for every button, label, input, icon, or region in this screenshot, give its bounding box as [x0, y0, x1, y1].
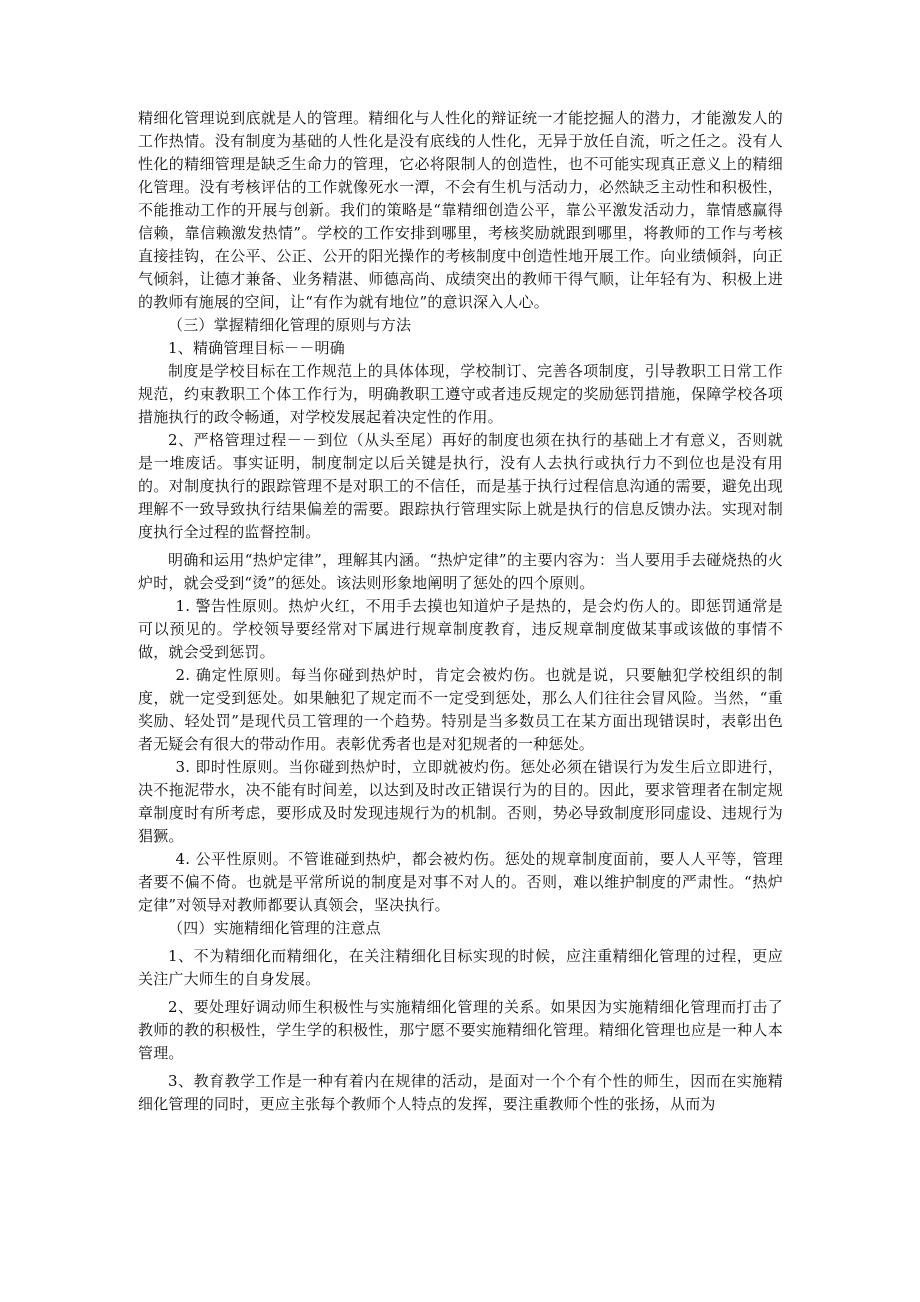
- point-1-text: 制度是学校目标在工作规范上的具体体现，学校制订、完善各项制度，引导教职工日常工作规范，约束教职工个体工作行为，明确教职工遵守或者违反规定的奖励惩罚措施，保障学校各项措施执行的政令畅通，对学校发展起着决定性的作用。: [138, 362, 783, 426]
- note-2: 2、要处理好调动师生积极性与实施精细化管理的关系。如果因为实施精细化管理而打击了教师的教的积极性，学生学的积极性，那宁愿不要实施精细化管理。精细化管理也应是一种人本管理。: [138, 998, 783, 1062]
- note-1: 1、不为精细化而精细化，在关注精细化目标实现的时候，应注重精细化管理的过程，更应关注广大师生的自身发展。: [138, 947, 783, 988]
- principle-1: 1. 警告性原则。热炉火红，不用手去摸也知道炉子是热的，是会灼伤人的。即惩罚通常是可以预见的。学校领导要经常对下属进行规章制度教育，违反规章制度做某事或该做的事情不做，就会受到惩罚。: [138, 597, 783, 661]
- intro-paragraph: 精细化管理说到底就是人的管理。精细化与人性化的辩证统一才能挖掘人的潜力，才能激发人的工作热情。没有制度为基础的人性化是没有底线的人性化，无异于放任自流，听之任之。没有人性化的精细管理是缺乏生命力的管理，它必将限制人的创造性，也不可能实现真正意义上的精细化管理。没有考核评估的工作就像死水一潭，不会有生机与活动力，必然缺乏主动性和积极性，不能推动工作的开展与创新。我们的策略是“靠精细创造公平，靠公平激发活动力，靠情感赢得信赖，靠信赖激发热情”。学校的工作安排到哪里，考核奖励就跟到哪里，将教师的工作与考核直接挂钩，在公平、公正、公开的阳光操作的考核制度中创造性地开展工作。向业绩倾斜，向正气倾斜，让德才兼备、业务精湛、师德高尚、成绩突出的教师干得气顺，让年轻有为、积极上进的教师有施展的空间，让“有作为就有地位”的意识深入人心。: [138, 109, 783, 311]
- hot-stove-intro: 明确和运用“热炉定律”，理解其内涵。“热炉定律”的主要内容为：当人要用手去碰烧热的火炉时，就会受到“烫”的惩处。该法则形象地阐明了惩处的四个原则。: [138, 551, 783, 592]
- point-2-text: 2、严格管理过程－－到位（从头至尾）再好的制度也须在执行的基础上才有意义，否则就是一堆废话。事实证明，制度制定以后关键是执行，没有人去执行或执行力不到位也是没有用的。对制度执行的跟踪管理不是对职工的不信任，而是基于执行过程信息沟通的需要，避免出现理解不一致导致执行结果偏差的需要。跟踪执行管理实际上就是执行的信息反馈办法。实现对制度执行全过程的监督控制。: [138, 431, 783, 541]
- point-1-heading: 1、精确管理目标－－明确: [168, 339, 345, 357]
- section-3-heading: （三）掌握精细化管理的原则与方法: [168, 316, 412, 334]
- principle-2: 2. 确定性原则。每当你碰到热炉时，肯定会被灼伤。也就是说，只要触犯学校组织的制度，就一定受到惩处。如果触犯了规定而不一定受到惩处，那么人们往往会冒风险。当然，“重奖励、轻处罚”是现代员工管理的一个趋势。特别是当多数员工在某方面出现错误时，表彰出色者无疑会有很大的带动作用。表彰优秀者也是对犯规者的一种惩处。: [138, 666, 783, 753]
- principle-4: 4. 公平性原则。不管谁碰到热炉，都会被灼伤。惩处的规章制度面前，要人人平等，管理者要不偏不倚。也就是平常所说的制度是对事不对人的。否则，难以维护制度的严肃性。“热炉定律”对领导对教师都要认真领会，坚决执行。: [138, 850, 783, 914]
- document-body: [138, 107, 783, 1116]
- section-4-heading: （四）实施精细化管理的注意点: [168, 919, 381, 937]
- principle-3: 3. 即时性原则。当你碰到热炉时，立即就被灼伤。惩处必须在错误行为发生后立即进行，决不拖泥带水，决不能有时间差，以达到及时改正错误行为的目的。因此，要求管理者在制定规章制度时有所考虑，要形成及时发现违规行为的机制。否则，势必导致制度形同虚设、违规行为猖獗。: [138, 758, 783, 845]
- note-3: 3、教育教学工作是一种有着内在规律的活动，是面对一个个有个性的师生，因而在实施精细化管理的同时，更应主张每个教师个人特点的发挥，要注重教师个性的张扬，从而为: [138, 1072, 783, 1113]
